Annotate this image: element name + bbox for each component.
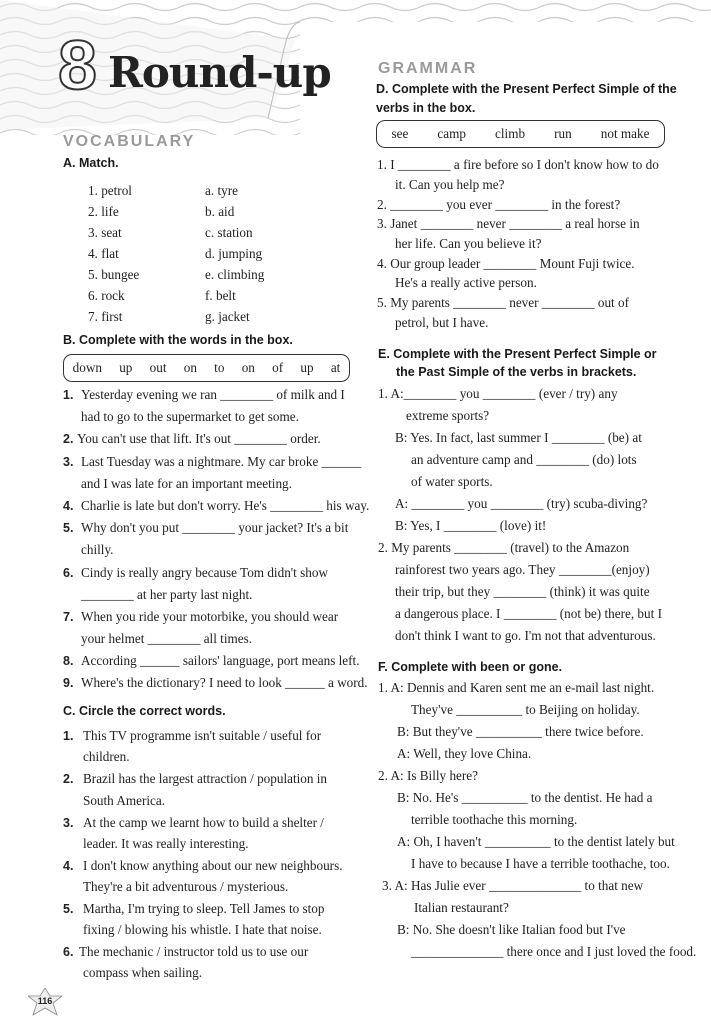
item-number: 9. (63, 676, 74, 690)
exercise-e-title-2: the Past Simple of the verbs in brackets. (396, 365, 637, 379)
item-number: 4. (63, 859, 74, 873)
exercise-line: 2. My parents ________ (travel) to the Amazon (378, 540, 630, 555)
grammar-heading: GRAMMAR (378, 60, 478, 77)
exercise-line: 1. I ________ a fire before so I don't know how to do (377, 157, 659, 172)
exercise-c-title: C. Circle the correct words. (63, 704, 226, 718)
exercise-line: your helmet ________ all times. (81, 631, 253, 646)
exercise-line: 3. Janet ________ never ________ a real horse in (377, 216, 640, 231)
exercise-line: had to go to the supermarket to get some. (81, 409, 299, 424)
match-left-item: 7. first (88, 309, 123, 324)
exercise-line: their trip, but they ________ (think) it was quite (395, 584, 650, 599)
exercise-line: 5. My parents ________ never ________ out of (377, 295, 629, 310)
exercise-line: compass when sailing. (83, 965, 203, 980)
exercise-line: petrol, but I have. (395, 315, 489, 330)
exercise-line: You can't use that lift. It's out ________ order. (77, 431, 321, 446)
exercise-line: terrible toothache this morning. (411, 812, 578, 827)
exercise-line: her life. Can you believe it? (395, 236, 542, 251)
exercise-line: don't think I want to go. I'm not that adventurous. (395, 628, 656, 643)
exercise-line: 3. A: Has Julie ever ______________ to that new (382, 878, 644, 893)
exercise-line: an adventure camp and ________ (do) lots (411, 452, 637, 467)
exercise-d-title-2: verbs in the box. (376, 101, 476, 115)
exercise-b-title: B. Complete with the words in the box. (63, 333, 293, 347)
exercise-line: leader. It was really interesting. (83, 836, 249, 851)
match-right-item: g. jacket (205, 309, 250, 324)
match-right-item: d. jumping (205, 246, 263, 261)
match-right-item: a. tyre (205, 183, 238, 198)
exercise-line: ______________ there once and I just loved the food. (411, 944, 697, 959)
exercise-line: I don't know anything about our new neighbours. (83, 858, 343, 873)
exercise-line: B: But they've __________ there twice before. (397, 724, 644, 739)
exercise-line: Italian restaurant? (414, 900, 509, 915)
exercise-line: The mechanic / instructor told us to use our (79, 944, 309, 959)
exercise-line: Cindy is really angry because Tom didn't show (81, 565, 328, 580)
item-number: 6. (63, 566, 74, 580)
page-number: 116 (37, 996, 53, 1006)
exercise-line: B: No. He's __________ to the dentist. He had a (397, 790, 653, 805)
exercise-line: At the camp we learnt how to build a shelter / (83, 815, 324, 830)
exercise-line: According ______ sailors' language, port means left. (81, 653, 360, 668)
exercise-f-title: F. Complete with been or gone. (378, 660, 563, 674)
item-number: 3. (63, 455, 74, 469)
item-number: 5. (63, 902, 74, 916)
exercise-line: Charlie is late but don't worry. He's ________ his way. (81, 498, 370, 513)
unit-number: 8 (58, 26, 97, 104)
word-box-item: at (330, 360, 341, 375)
item-number: 8. (63, 654, 74, 668)
exercise-line: B: Yes. In fact, last summer I ________ (be) at (395, 430, 642, 445)
word-box-item: on (241, 360, 255, 375)
exercise-line: This TV programme isn't suitable / useful for (83, 728, 322, 743)
exercise-line: fixing / blowing his whistle. I hate that noise. (83, 922, 322, 937)
exercise-line: Where's the dictionary? I need to look ______ a word. (81, 675, 368, 690)
exercise-line: 2. ________ you ever ________ in the forest? (377, 197, 621, 212)
exercise-e-title-1: E. Complete with the Present Perfect Simple or (378, 347, 657, 361)
exercise-line: He's a really active person. (395, 275, 537, 290)
match-left-item: 2. life (88, 204, 119, 219)
match-right-item: f. belt (205, 288, 236, 303)
match-left-item: 6. rock (88, 288, 125, 303)
exercise-line: and I was late for an important meeting. (81, 476, 292, 491)
match-left-item: 5. bungee (88, 267, 140, 282)
exercise-line: Brazil has the largest attraction / population in (83, 771, 328, 786)
word-box-item: out (149, 360, 167, 375)
item-number: 6. (63, 945, 74, 959)
exercise-line: chilly. (81, 542, 114, 557)
exercise-line: 1. A:________ you ________ (ever / try) any (378, 386, 618, 401)
match-left-item: 4. flat (88, 246, 119, 261)
exercise-a-title: A. Match. (63, 156, 119, 170)
item-number: 3. (63, 816, 74, 830)
item-number: 2. (63, 772, 74, 786)
word-box-item: of (272, 360, 284, 375)
page-number-badge (28, 988, 62, 1016)
exercise-line: B: Yes, I ________ (love) it! (395, 518, 547, 533)
exercise-line: Martha, I'm trying to sleep. Tell James to stop (83, 901, 325, 916)
exercise-line: Why don't you put ________ your jacket? It's a bit (81, 520, 349, 535)
exercise-line: 4. Our group leader ________ Mount Fuji twice. (377, 256, 635, 271)
word-box-item: run (554, 126, 572, 141)
word-box-item: on (183, 360, 197, 375)
word-box-item: up (119, 360, 133, 375)
exercise-line: extreme sports? (406, 408, 490, 423)
exercise-line: Last Tuesday was a nightmare. My car broke ______ (81, 454, 362, 469)
item-number: 4. (63, 499, 74, 513)
word-box-item: down (72, 360, 102, 375)
exercise-line: A: Oh, I haven't __________ to the dentist lately but (397, 834, 675, 849)
item-number: 5. (63, 521, 74, 535)
exercise-line: 1. A: Dennis and Karen sent me an e-mail last night. (378, 680, 655, 695)
exercise-line: South America. (83, 793, 166, 808)
exercise-line: a dangerous place. I ________ (not be) there, but I (395, 606, 662, 621)
word-box-item: climb (495, 126, 526, 141)
exercise-line: I have to because I have a terrible toothache, too. (411, 856, 670, 871)
match-right-item: e. climbing (205, 267, 265, 282)
word-box-b (63, 354, 350, 382)
exercise-line: 2. A: Is Billy here? (378, 768, 478, 783)
item-number: 1. (63, 388, 74, 402)
unit-title: Round-up (108, 48, 331, 97)
verb-box-d (376, 120, 665, 148)
match-right-item: b. aid (205, 204, 235, 219)
item-number: 7. (63, 610, 74, 624)
exercise-d-title-1: D. Complete with the Present Perfect Simple of the (376, 82, 677, 96)
exercise-line: They're a bit adventurous / mysterious. (83, 879, 289, 894)
exercise-line: it. Can you help me? (395, 177, 505, 192)
item-number: 2. (63, 432, 74, 446)
exercise-line: Yesterday evening we ran ________ of milk and I (81, 387, 345, 402)
match-left-item: 1. petrol (88, 183, 132, 198)
word-box-item: not make (600, 126, 650, 141)
match-left-item: 3. seat (88, 225, 122, 240)
word-box-item: to (214, 360, 225, 375)
vocabulary-heading: VOCABULARY (63, 133, 196, 150)
exercise-line: A: ________ you ________ (try) scuba-diving? (395, 496, 648, 511)
item-number: 1. (63, 729, 74, 743)
exercise-line: They've __________ to Beijing on holiday. (411, 702, 640, 717)
exercise-line: When you ride your motorbike, you should wear (81, 609, 339, 624)
word-box-item: see (391, 126, 409, 141)
match-right-item: c. station (205, 225, 253, 240)
exercise-line: ________ at her party last night. (81, 587, 253, 602)
word-box-item: up (300, 360, 314, 375)
exercise-line: of water sports. (411, 474, 493, 489)
exercise-line: A: Well, they love China. (397, 746, 532, 761)
word-box-item: camp (437, 126, 466, 141)
exercise-line: children. (83, 749, 130, 764)
exercise-line: rainforest two years ago. They ________(enjoy) (395, 562, 650, 577)
exercise-line: B: No. She doesn't like Italian food but I've (397, 922, 626, 937)
unit-banner (0, 0, 711, 135)
